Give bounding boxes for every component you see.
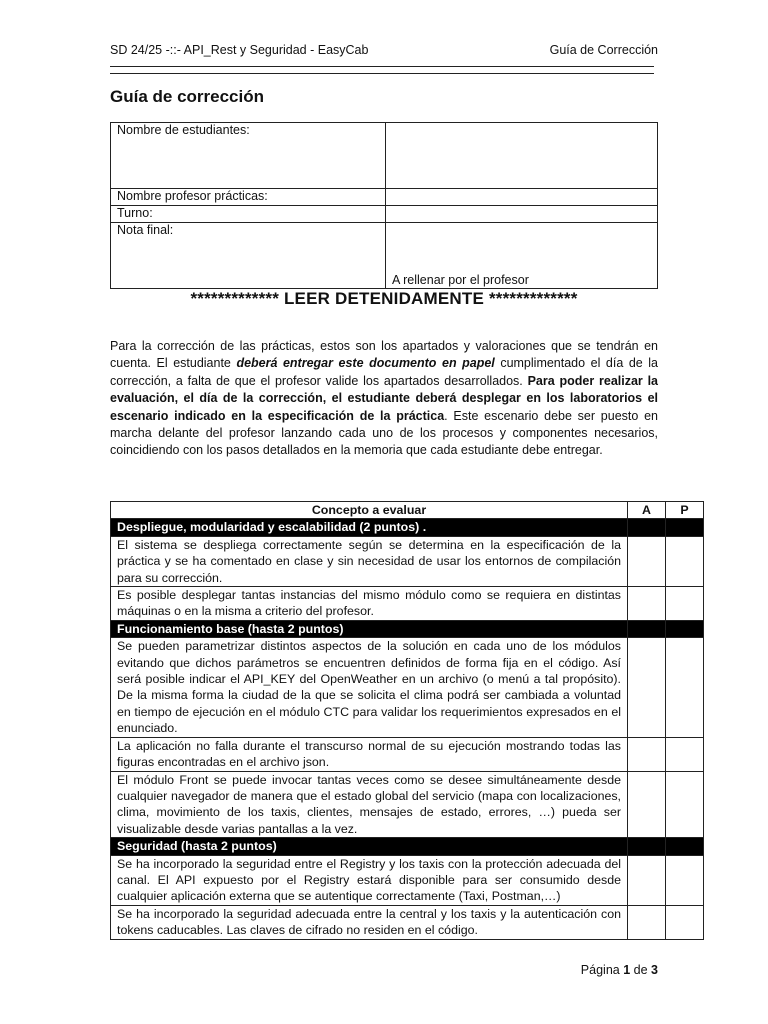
- page-title: Guía de corrección: [110, 87, 264, 106]
- evaluation-table: [110, 501, 704, 940]
- eval-item-text: El sistema se despliega correctamente según se determina en la especificación de la práctica y se ha comentado en clase y sin necesidad de usar los entornos de compilación para su corrección.: [111, 536, 628, 586]
- student-info-table: [110, 122, 658, 289]
- section-title: Despliegue, modularidad y escalabilidad (2 puntos) .: [111, 519, 628, 536]
- table-row: [111, 638, 704, 737]
- a-score-cell[interactable]: [628, 771, 666, 838]
- table-row: [111, 771, 704, 838]
- intro-part-2: deberá entregar este documento en papel: [236, 356, 495, 371]
- p-column-header: P: [666, 502, 704, 519]
- page-word: Página: [580, 963, 620, 977]
- current-page: 1: [623, 963, 631, 977]
- of-word: de: [633, 963, 648, 977]
- table-row: [111, 855, 704, 905]
- header-course-title: SD 24/25 -::- API_Rest y Seguridad - EasyCab: [110, 43, 369, 57]
- a-column-header: A: [628, 502, 666, 519]
- section-title: Seguridad (hasta 2 puntos): [111, 838, 628, 855]
- students-field[interactable]: [386, 123, 658, 189]
- table-row: [111, 905, 704, 939]
- eval-item-text: El módulo Front se puede invocar tantas veces como se desee simultáneamente desde cualquier navegador de manera que el estado global del servicio (mapa con localizaciones, clima, movimiento de los taxis, clientes, mensajes de estado, errores, …) pueda ser visualizable desde varias pantallas a la vez.: [111, 771, 628, 838]
- students-label: Nombre de estudiantes:: [111, 123, 386, 189]
- section-p-cell: [666, 519, 704, 536]
- a-score-cell[interactable]: [628, 855, 666, 905]
- intro-part-5: . Este escenario debe ser puesto en marcha delante del profesor lanzando cada uno de los procesos y componentes necesarios, coincidiendo con los pasos detallados en la memoria que cada estudiante debe entregar.: [110, 408, 658, 458]
- section-a-cell: [628, 620, 666, 637]
- shift-label: Turno:: [111, 206, 386, 223]
- eval-header-row: [111, 502, 704, 519]
- section-p-cell: [666, 620, 704, 637]
- intro-part-4: Para poder realizar la evaluación, el día de la corrección, el estudiante deberá desplegar en los laboratorios el escenario indicado en la especificación de la práctica: [110, 373, 659, 423]
- total-pages: 3: [651, 963, 658, 977]
- p-score-cell[interactable]: [666, 855, 704, 905]
- table-row: [111, 587, 704, 621]
- section-row-security: [111, 838, 704, 855]
- concept-column-header: Concepto a evaluar: [111, 502, 628, 519]
- intro-part-3: cumplimentado el día de la corrección, a falta de que el profesor valide los apartados desarrollados.: [110, 356, 658, 388]
- professor-field[interactable]: [386, 189, 658, 206]
- grade-note: A rellenar por el profesor: [392, 273, 529, 287]
- intro-paragraph: [110, 338, 658, 460]
- table-row: [111, 737, 704, 771]
- professor-label: Nombre profesor prácticas:: [111, 189, 386, 206]
- a-score-cell[interactable]: [628, 905, 666, 939]
- p-score-cell[interactable]: [666, 638, 704, 737]
- header-rule: [110, 66, 654, 67]
- grade-label: Nota final:: [111, 223, 386, 289]
- eval-item-text: Se ha incorporado la seguridad adecuada entre la central y los taxis y la autenticación con tokens caducables. Las claves de cifrado no residen en el código.: [111, 905, 628, 939]
- eval-item-text: Se pueden parametrizar distintos aspectos de la solución en cada uno de los módulos evitando que dichos parámetros se encuentren definidos de forma fija en el código. Así será posible indicar el API_KEY del OpenWeather en un archivo (o menú a tal propósito). De la misma forma la ciudad de la que se solicita el clima podrá ser cambiada a voluntad en tiempo de ejecución en el módulo CTC para validar los requerimientos expresados en el enunciado.: [111, 638, 628, 737]
- p-score-cell[interactable]: [666, 536, 704, 586]
- section-row-base-functionality: [111, 620, 704, 637]
- a-score-cell[interactable]: [628, 536, 666, 586]
- section-row-deployment: [111, 519, 704, 536]
- grade-field[interactable]: [386, 223, 658, 289]
- p-score-cell[interactable]: [666, 771, 704, 838]
- p-score-cell[interactable]: [666, 905, 704, 939]
- read-carefully-warning: ************* LEER DETENIDAMENTE *************: [190, 289, 578, 308]
- shift-field[interactable]: [386, 206, 658, 223]
- eval-item-text: Se ha incorporado la seguridad entre el Registry y los taxis con la protección adecuada del canal. El API expuesto por el Registry estará disponible para ser consumido desde cualquier aplicación externa que se autentique correctamente (Taxi, Postman,…): [111, 855, 628, 905]
- section-title: Funcionamiento base (hasta 2 puntos): [111, 620, 628, 637]
- a-score-cell[interactable]: [628, 737, 666, 771]
- table-row: [111, 536, 704, 586]
- section-a-cell: [628, 519, 666, 536]
- p-score-cell[interactable]: [666, 737, 704, 771]
- header-doc-type: Guía de Corrección: [549, 43, 658, 57]
- eval-item-text: Es posible desplegar tantas instancias del mismo módulo como se requiera en distintas máquinas o en la misma a criterio del profesor.: [111, 587, 628, 621]
- section-a-cell: [628, 838, 666, 855]
- p-score-cell[interactable]: [666, 587, 704, 621]
- section-p-cell: [666, 838, 704, 855]
- a-score-cell[interactable]: [628, 638, 666, 737]
- eval-item-text: La aplicación no falla durante el transcurso normal de su ejecución mostrando todas las figuras encontradas en el archivo json.: [111, 737, 628, 771]
- a-score-cell[interactable]: [628, 587, 666, 621]
- intro-part-1: Para la corrección de las prácticas, estos son los apartados y valoraciones que se tendrán en cuenta. El estudiante: [110, 339, 658, 371]
- page-number: [581, 963, 658, 977]
- header-rule-lower: [110, 73, 654, 74]
